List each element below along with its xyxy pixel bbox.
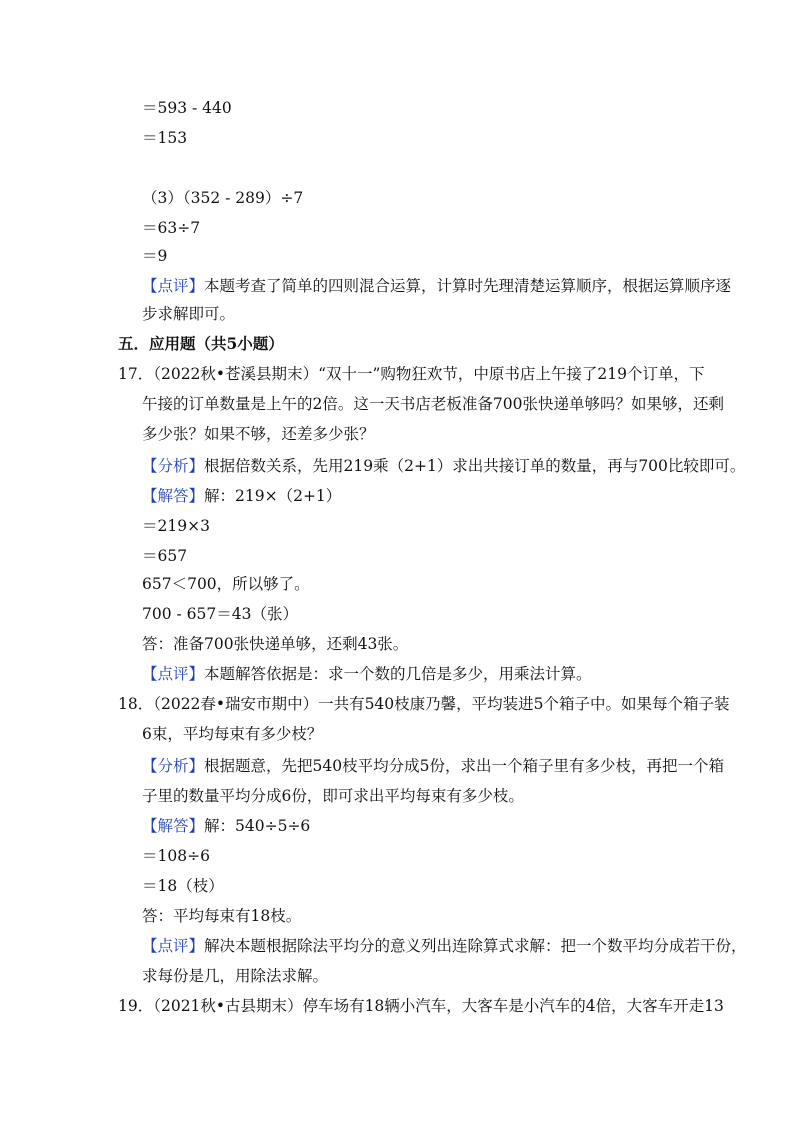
comment-line	[142, 664, 592, 684]
question-17-line2: 午接的订单数量是上午的2倍。这一天书店老板准备700张快递单够吗？如果够，还剩	[142, 395, 724, 413]
calc-line: ＝153	[142, 129, 188, 147]
question-17-line3: 多少张？如果不够，还差多少张？	[142, 425, 375, 443]
comment-tag: 【点评】	[142, 277, 205, 295]
comment-tag: 【点评】	[142, 937, 205, 955]
comment-text: 本题考查了简单的四则混合运算，计算时先理清楚运算顺序，根据运算顺序逐	[204, 277, 732, 295]
comment-line	[142, 936, 747, 956]
answer-text: 解：219×（2+1）	[204, 487, 342, 505]
comment-line-cont: 步求解即可。	[142, 305, 236, 323]
section-heading: 五．应用题（共5小题）	[118, 334, 284, 353]
calc-line: 700 - 657＝43（张）	[142, 605, 298, 623]
answer-tag: 【解答】	[142, 487, 205, 505]
calc-line: ＝108÷6	[142, 847, 210, 865]
comment-text: 解决本题根据除法平均分的意义列出连除算式求解：把一个数平均分成若干份，	[204, 937, 747, 955]
calc-line: ＝18（枝）	[142, 877, 224, 895]
comment-text: 本题解答依据是：求一个数的几倍是多少，用乘法计算。	[204, 665, 592, 683]
answer-line	[142, 486, 341, 506]
analysis-text: 根据倍数关系，先用219乘（2+1）求出共接订单的数量，再与700比较即可。	[204, 457, 746, 475]
calc-line: ＝9	[142, 247, 168, 265]
analysis-text: 根据题意，先把540枝平均分成5份，求出一个箱子里有多少枝，再把一个箱	[204, 757, 724, 775]
calc-line: ＝593 - 440	[142, 99, 232, 117]
analysis-tag: 【分析】	[142, 757, 205, 775]
calc-line: ＝657	[142, 547, 188, 565]
comment-tag: 【点评】	[142, 665, 205, 683]
analysis-tag: 【分析】	[142, 457, 205, 475]
calc-line: 657＜700，所以够了。	[142, 575, 310, 593]
question-18-line1: 18．（2022春•瑞安市期中）一共有540枝康乃馨，平均装进5个箱子中。如果每个箱子装	[118, 695, 730, 713]
question-18-line2: 6束，平均每束有多少枝？	[142, 725, 323, 743]
comment-line	[142, 276, 731, 296]
calc-line: ＝63÷7	[142, 219, 201, 237]
final-answer: 答：平均每束有18枝。	[142, 907, 302, 925]
answer-line	[142, 816, 310, 836]
calc-line: ＝219×3	[142, 517, 210, 535]
answer-text: 解：540÷5÷6	[204, 817, 311, 835]
final-answer: 答：准备700张快递单够，还剩43张。	[142, 635, 409, 653]
calc-line: （3）（352 - 289）÷7	[142, 189, 304, 207]
question-19-line1: 19．（2021秋•古县期末）停车场有18辆小汽车，大客车是小汽车的4倍，大客车开走13	[118, 997, 724, 1015]
answer-tag: 【解答】	[142, 817, 205, 835]
analysis-line	[142, 756, 724, 776]
comment-line-cont: 求每份是几，用除法求解。	[142, 967, 329, 985]
analysis-line	[142, 456, 745, 476]
question-17-line1: 17．（2022秋•苍溪县期末）“双十一”购物狂欢节，中原书店上午接了219个订单，下	[118, 365, 705, 383]
analysis-line-cont: 子里的数量平均分成6份，即可求出平均每束有多少枝。	[142, 787, 524, 805]
